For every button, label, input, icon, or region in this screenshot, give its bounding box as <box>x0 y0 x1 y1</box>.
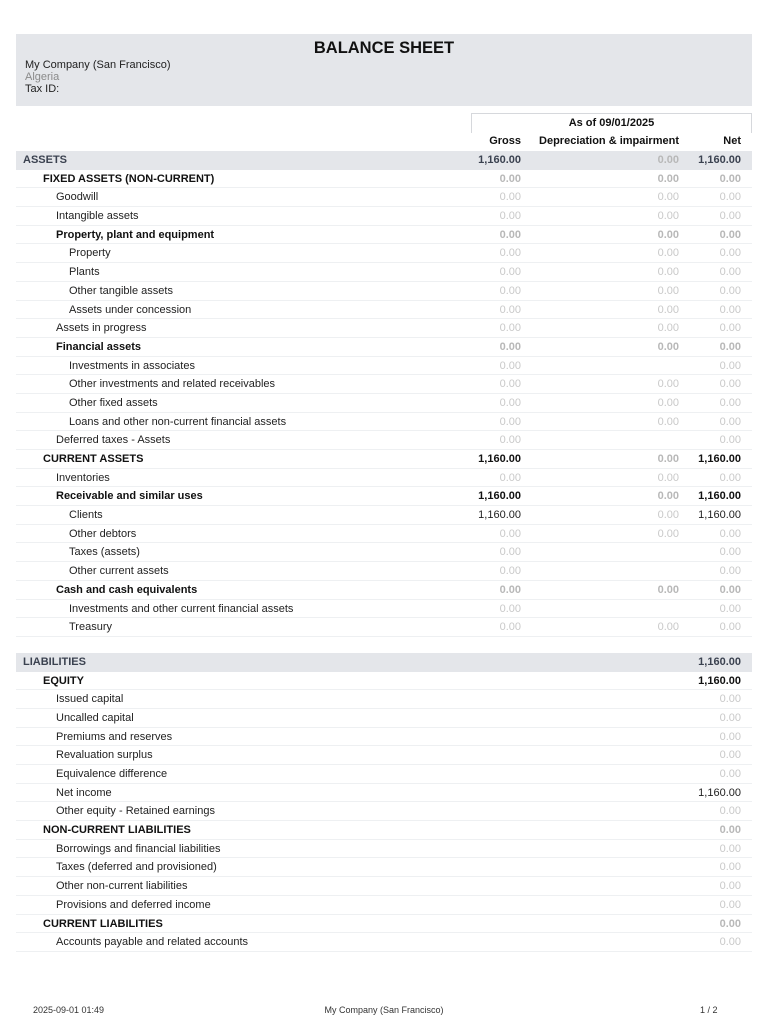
net-value: 0.00 <box>719 621 741 634</box>
row-label: Other debtors <box>69 527 137 540</box>
net-value: 0.00 <box>719 730 741 743</box>
gross-value: 0.00 <box>499 527 521 540</box>
row-label: Cash and cash equivalents <box>56 583 198 596</box>
row-label: Issued capital <box>56 693 124 706</box>
row-label: LIABILITIES <box>23 655 86 668</box>
gross-value: 0.00 <box>499 378 521 391</box>
net-value: 0.00 <box>719 898 741 911</box>
column-header-net: Net <box>723 135 741 147</box>
depreciation-value: 0.00 <box>657 266 679 279</box>
table-row <box>16 672 752 691</box>
table-row <box>16 506 752 525</box>
net-value: 0.00 <box>719 861 741 874</box>
row-label: Revaluation surplus <box>56 749 153 762</box>
net-value: 0.00 <box>719 917 741 930</box>
table-row <box>16 301 752 320</box>
table-row <box>16 282 752 301</box>
net-value: 0.00 <box>719 805 741 818</box>
gross-value: 0.00 <box>499 266 521 279</box>
gross-value: 0.00 <box>499 434 521 447</box>
net-value: 0.00 <box>719 172 741 185</box>
gross-value: 0.00 <box>499 359 521 372</box>
gross-value: 0.00 <box>499 415 521 428</box>
row-label: Plants <box>69 266 100 279</box>
table-row <box>16 487 752 506</box>
row-label: Assets in progress <box>56 322 147 335</box>
gross-value: 0.00 <box>499 191 521 204</box>
gross-value: 0.00 <box>499 396 521 409</box>
row-label: Uncalled capital <box>56 711 134 724</box>
row-label: Goodwill <box>56 191 99 204</box>
net-value: 0.00 <box>719 565 741 578</box>
balance-sheet-table <box>16 151 752 952</box>
row-label: CURRENT ASSETS <box>43 453 144 465</box>
row-label: Property, plant and equipment <box>56 228 215 241</box>
table-row <box>16 915 752 934</box>
table-row <box>16 338 752 357</box>
depreciation-value: 0.00 <box>657 228 679 241</box>
table-row <box>16 896 752 915</box>
depreciation-value: 0.00 <box>657 191 679 204</box>
table-row <box>16 394 752 413</box>
row-label: EQUITY <box>43 674 84 687</box>
company-name: My Company (San Francisco) <box>25 59 171 71</box>
gross-value: 0.00 <box>499 621 521 634</box>
depreciation-value: 0.00 <box>657 247 679 260</box>
table-row <box>16 357 752 376</box>
gross-value: 0.00 <box>499 228 521 241</box>
table-row <box>16 933 752 952</box>
net-value: 0.00 <box>719 880 741 893</box>
gross-value: 0.00 <box>499 172 521 185</box>
period-header: As of 09/01/2025 <box>471 113 752 133</box>
table-row <box>16 562 752 581</box>
section-row <box>16 151 752 170</box>
depreciation-value: 0.00 <box>657 509 679 522</box>
net-value: 0.00 <box>719 842 741 855</box>
net-value: 0.00 <box>719 284 741 297</box>
table-row <box>16 858 752 877</box>
column-header-gross: Gross <box>489 135 521 147</box>
net-value: 1,160.00 <box>698 786 741 799</box>
gross-value: 0.00 <box>499 322 521 335</box>
net-value: 0.00 <box>719 378 741 391</box>
depreciation-value: 0.00 <box>657 396 679 409</box>
net-value: 0.00 <box>719 546 741 559</box>
row-label: Investments in associates <box>69 359 195 372</box>
depreciation-value: 0.00 <box>657 322 679 335</box>
net-value: 0.00 <box>719 191 741 204</box>
table-row <box>16 618 752 637</box>
tax-id-label: Tax ID: <box>25 83 60 95</box>
depreciation-value: 0.00 <box>657 471 679 484</box>
row-label: Inventories <box>56 471 110 484</box>
row-label: Other equity - Retained earnings <box>56 805 215 818</box>
net-value: 0.00 <box>719 415 741 428</box>
footer-company: My Company (San Francisco) <box>324 1005 444 1015</box>
depreciation-value: 0.00 <box>657 490 679 503</box>
row-label: Financial assets <box>56 340 141 353</box>
net-value: 1,160.00 <box>698 674 741 687</box>
net-value: 0.00 <box>719 471 741 484</box>
net-value: 0.00 <box>719 322 741 335</box>
gross-value: 0.00 <box>499 210 521 223</box>
table-row <box>16 877 752 896</box>
gross-value: 0.00 <box>499 471 521 484</box>
depreciation-value: 0.00 <box>657 154 679 166</box>
net-value: 1,160.00 <box>698 490 741 503</box>
section-row <box>16 653 752 672</box>
net-value: 0.00 <box>719 266 741 279</box>
row-label: Other fixed assets <box>69 396 158 409</box>
gross-value: 1,160.00 <box>478 154 521 166</box>
gross-value: 0.00 <box>499 284 521 297</box>
table-row <box>16 581 752 600</box>
table-row <box>16 431 752 450</box>
net-value: 1,160.00 <box>698 453 741 465</box>
net-value: 0.00 <box>719 749 741 762</box>
gross-value: 0.00 <box>499 340 521 353</box>
depreciation-value: 0.00 <box>657 583 679 596</box>
row-label: Net income <box>56 786 112 799</box>
table-row <box>16 821 752 840</box>
row-label: Equivalence difference <box>56 768 168 780</box>
table-row <box>16 244 752 263</box>
row-label: Receivable and similar uses <box>56 490 203 503</box>
gross-value: 0.00 <box>499 546 521 559</box>
net-value: 0.00 <box>719 602 741 615</box>
table-row <box>16 802 752 821</box>
depreciation-value: 0.00 <box>657 172 679 185</box>
table-row <box>16 600 752 619</box>
table-row <box>16 188 752 207</box>
gross-value: 0.00 <box>499 583 521 596</box>
net-value: 0.00 <box>719 303 741 316</box>
depreciation-value: 0.00 <box>657 210 679 223</box>
table-row <box>16 709 752 728</box>
net-value: 0.00 <box>719 434 741 447</box>
report-title: BALANCE SHEET <box>313 39 455 57</box>
row-label: Premiums and reserves <box>56 730 173 743</box>
row-label: Assets under concession <box>69 303 192 316</box>
gross-value: 1,160.00 <box>478 453 521 465</box>
table-row <box>16 840 752 859</box>
table-row <box>16 525 752 544</box>
table-row <box>16 263 752 282</box>
net-value: 0.00 <box>719 711 741 724</box>
gross-value: 0.00 <box>499 565 521 578</box>
depreciation-value: 0.00 <box>657 284 679 297</box>
depreciation-value: 0.00 <box>657 303 679 316</box>
net-value: 0.00 <box>719 693 741 706</box>
table-row <box>16 690 752 709</box>
net-value: 0.00 <box>719 527 741 540</box>
net-value: 0.00 <box>719 359 741 372</box>
depreciation-value: 0.00 <box>657 621 679 634</box>
report-header <box>16 34 752 106</box>
table-row <box>16 450 752 469</box>
table-row <box>16 469 752 488</box>
row-label: Provisions and deferred income <box>56 898 211 911</box>
depreciation-value: 0.00 <box>657 378 679 391</box>
net-value: 1,160.00 <box>698 154 741 166</box>
table-row <box>16 375 752 394</box>
net-value: 1,160.00 <box>698 509 741 522</box>
row-label: Other current assets <box>69 565 169 578</box>
depreciation-value: 0.00 <box>657 453 679 465</box>
gross-value: 0.00 <box>499 303 521 316</box>
row-label: Property <box>69 247 111 260</box>
spacer-row <box>16 637 752 653</box>
net-value: 0.00 <box>719 228 741 241</box>
row-label: Clients <box>69 509 103 522</box>
depreciation-value: 0.00 <box>657 340 679 353</box>
depreciation-value: 0.00 <box>657 415 679 428</box>
table-row <box>16 319 752 338</box>
net-value: 0.00 <box>719 583 741 596</box>
row-label: NON-CURRENT LIABILITIES <box>43 824 191 837</box>
row-label: Borrowings and financial liabilities <box>56 842 221 855</box>
net-value: 1,160.00 <box>698 655 741 668</box>
table-row <box>16 413 752 432</box>
table-row <box>16 543 752 562</box>
net-value: 0.00 <box>719 247 741 260</box>
row-label: Investments and other current financial assets <box>69 602 294 615</box>
net-value: 0.00 <box>719 768 741 780</box>
table-row <box>16 746 752 765</box>
table-row <box>16 170 752 189</box>
table-row <box>16 784 752 803</box>
footer-page-number: 1 / 2 <box>700 1005 718 1015</box>
depreciation-value: 0.00 <box>657 527 679 540</box>
row-label: FIXED ASSETS (NON-CURRENT) <box>43 172 215 185</box>
company-country: Algeria <box>25 71 60 83</box>
gross-value: 1,160.00 <box>478 490 521 503</box>
row-label: Taxes (deferred and provisioned) <box>56 861 217 874</box>
row-label: Taxes (assets) <box>69 546 140 559</box>
table-row <box>16 728 752 747</box>
row-label: Other investments and related receivables <box>69 378 276 391</box>
row-label: Loans and other non-current financial assets <box>69 415 287 428</box>
net-value: 0.00 <box>719 210 741 223</box>
row-label: CURRENT LIABILITIES <box>43 917 163 930</box>
gross-value: 0.00 <box>499 247 521 260</box>
net-value: 0.00 <box>719 824 741 837</box>
net-value: 0.00 <box>719 396 741 409</box>
gross-value: 0.00 <box>499 602 521 615</box>
row-label: Accounts payable and related accounts <box>56 936 249 949</box>
table-row <box>16 226 752 245</box>
gross-value: 1,160.00 <box>478 509 521 522</box>
row-label: Deferred taxes - Assets <box>56 434 171 447</box>
row-label: Treasury <box>69 621 112 634</box>
table-row <box>16 765 752 784</box>
net-value: 0.00 <box>719 340 741 353</box>
row-label: Intangible assets <box>56 210 139 223</box>
column-header-depreciation: Depreciation & impairment <box>539 135 679 147</box>
row-label: Other non-current liabilities <box>56 880 188 893</box>
footer-timestamp: 2025-09-01 01:49 <box>33 1005 105 1015</box>
row-label: Other tangible assets <box>69 284 173 297</box>
net-value: 0.00 <box>719 936 741 949</box>
row-label: ASSETS <box>23 154 68 166</box>
table-row <box>16 207 752 226</box>
